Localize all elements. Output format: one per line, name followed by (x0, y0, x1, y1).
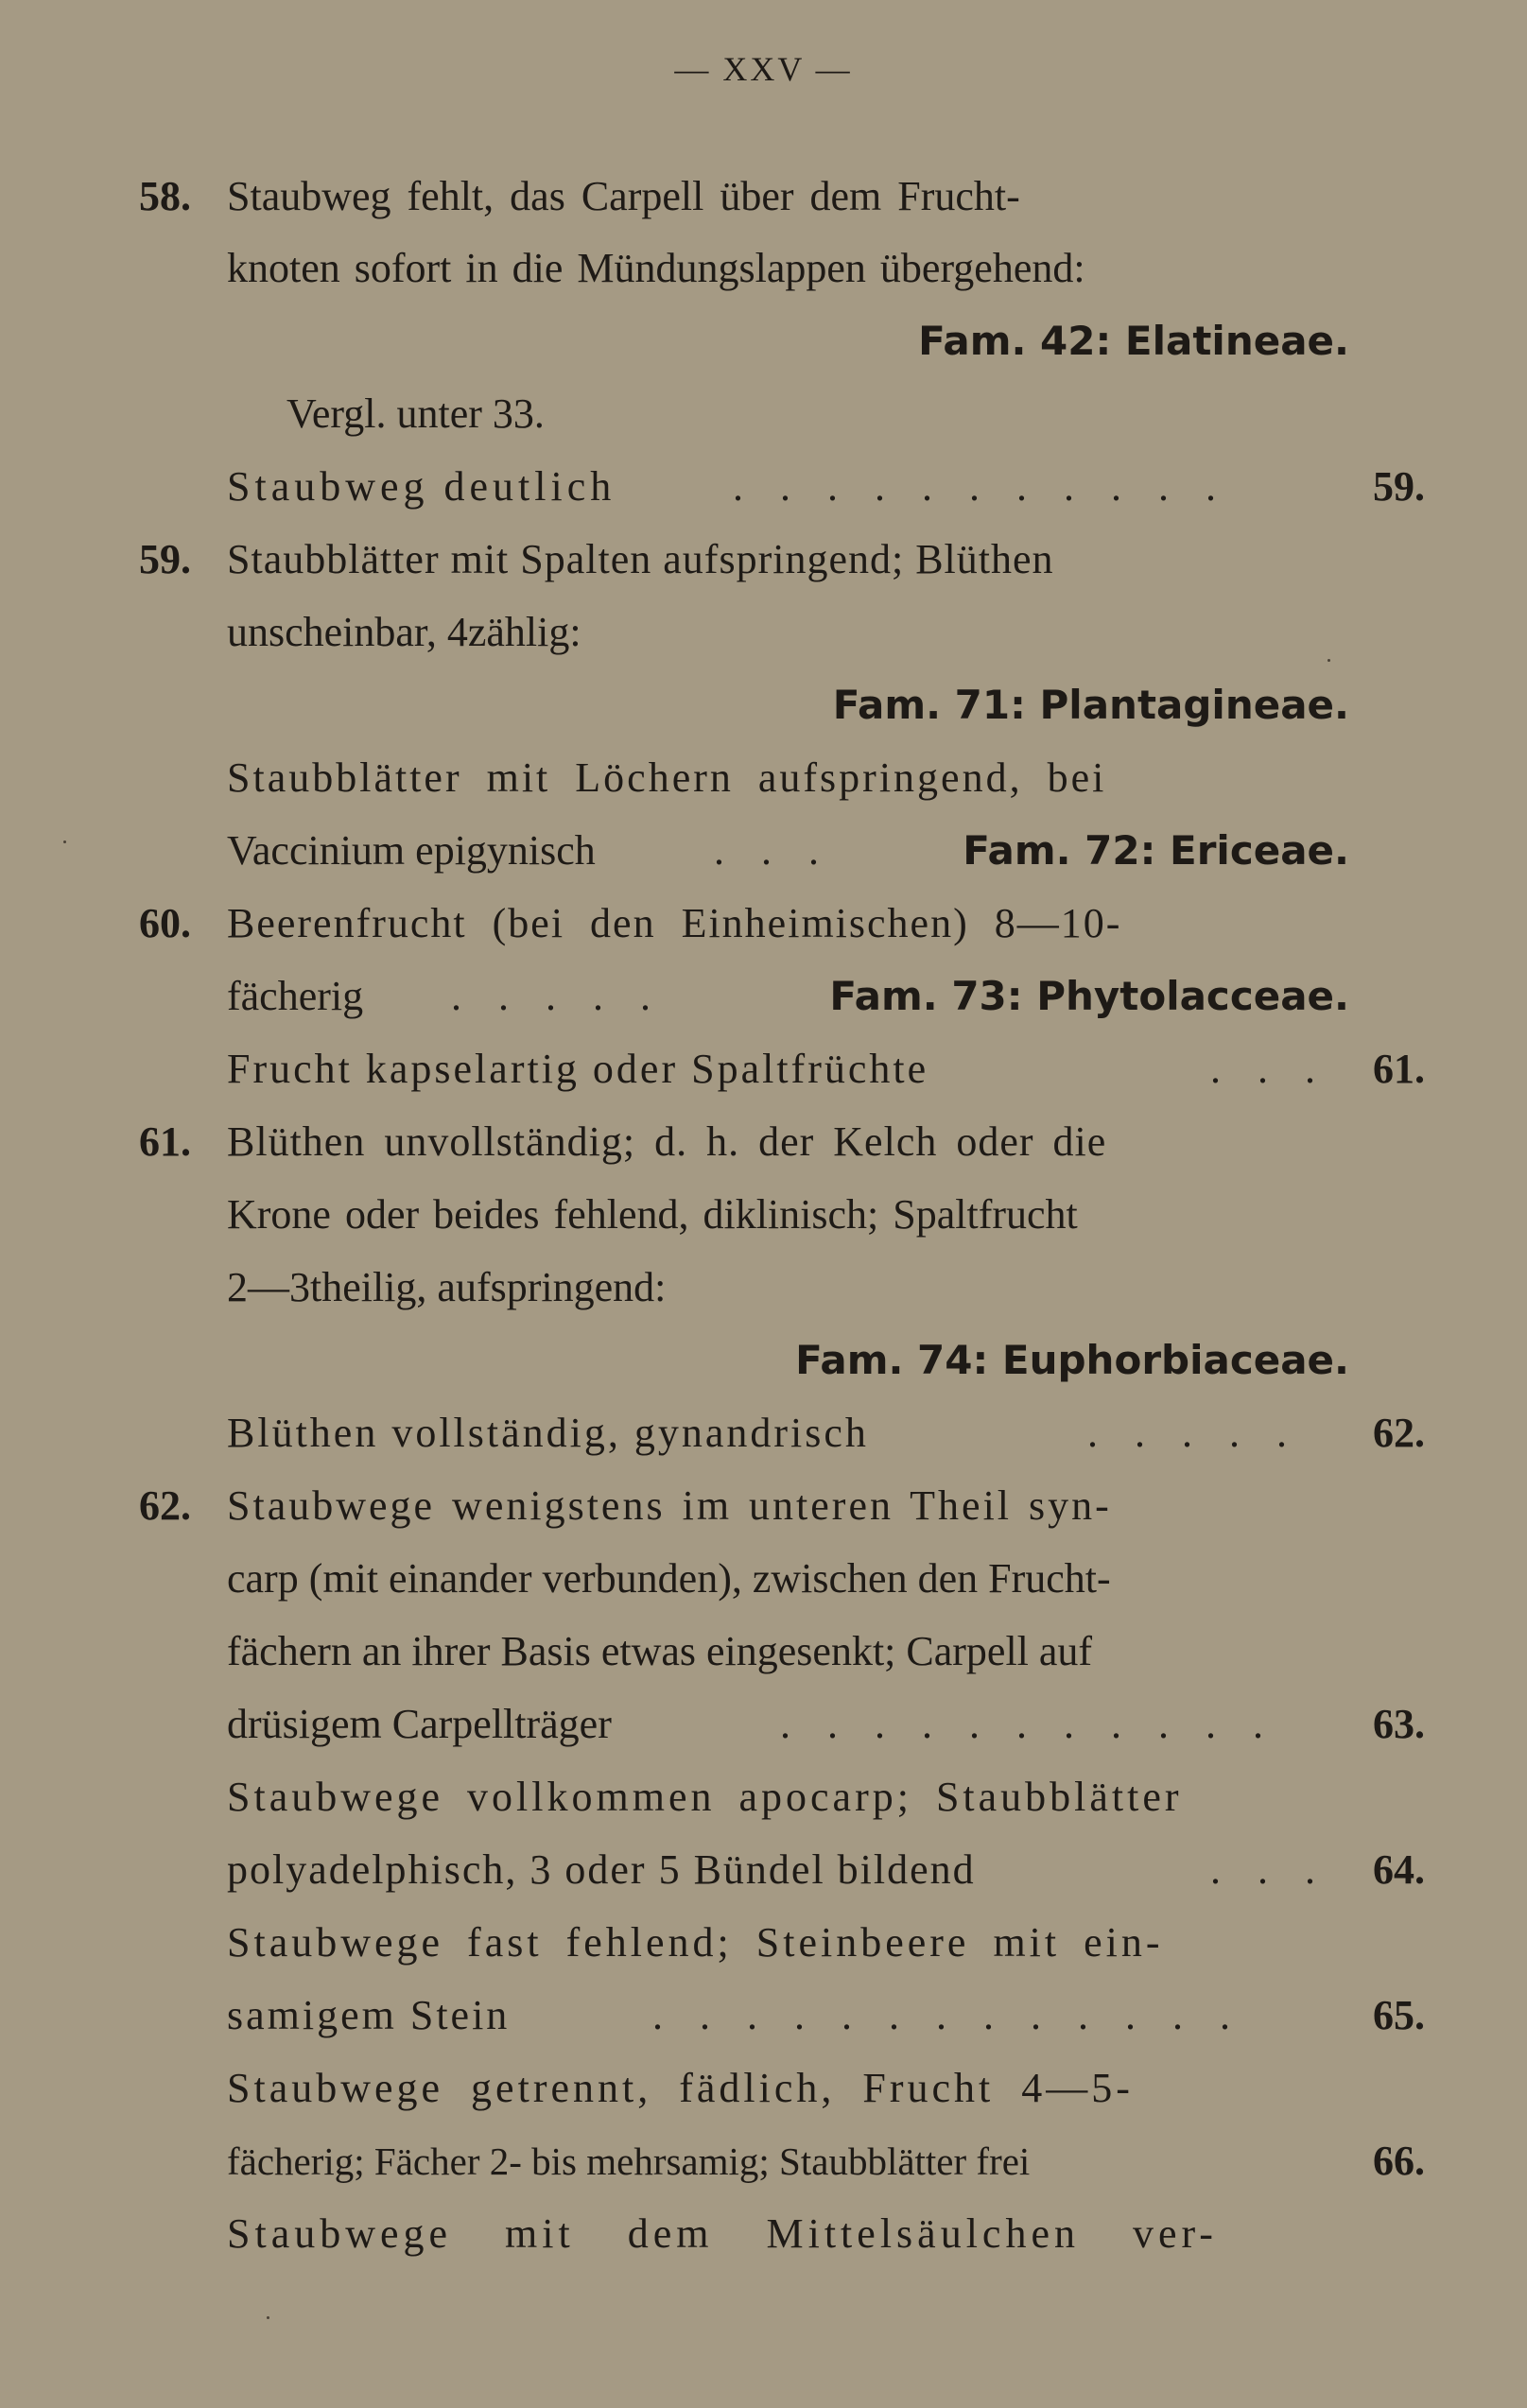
text-line (0, 677, 1527, 734)
text-line (0, 168, 1527, 225)
line-text: polyadelphisch, 3 oder 5 Bündel bildend (227, 1846, 976, 1893)
text-line (0, 1623, 1527, 1680)
line-text: Vergl. unter 33. (286, 390, 545, 437)
line-text: 2—3theilig, aufspringend: (227, 1264, 667, 1310)
reference-number: 64. (1373, 1846, 1425, 1893)
entry-number: 62. (139, 1482, 191, 1529)
reference-number: 62. (1373, 1410, 1425, 1456)
paper-speck (1327, 659, 1330, 662)
line-text: Vaccinium epigynisch (227, 827, 596, 874)
line-text: carp (mit einander verbunden), zwischen den Frucht- (227, 1555, 1111, 1602)
line-text: Staubwege wenigstens im unteren Theil syn- (227, 1482, 1112, 1529)
text-line (0, 604, 1527, 661)
text-line (0, 1696, 1527, 1753)
text-line (0, 386, 1527, 442)
text-line (0, 240, 1527, 297)
leader-dots: . . . . . (451, 973, 664, 1019)
text-line (0, 1332, 1527, 1389)
text-line (0, 531, 1527, 588)
line-text: samigem Stein (227, 1992, 511, 2038)
text-line (0, 750, 1527, 806)
line-text: knoten sofort in die Mündungslappen übergehend: (227, 245, 1085, 291)
line-text: fächerig (227, 973, 364, 1019)
reference-number: 59. (1373, 463, 1425, 510)
leader-dots: . . . (1210, 1846, 1328, 1893)
text-line (0, 1769, 1527, 1826)
line-text: Staubwege mit dem Mittelsäulchen ver- (227, 2210, 1218, 2257)
family-heading: Fam. 74: Euphorbiaceae. (795, 1337, 1349, 1383)
leader-dots: . . . . . (1087, 1410, 1300, 1456)
line-text: Frucht kapselartig oder Spaltfrüchte (227, 1046, 929, 1092)
text-line (0, 895, 1527, 952)
text-line (0, 1405, 1527, 1462)
reference-number: 63. (1373, 1701, 1425, 1747)
leader-dots: . . . (714, 827, 832, 874)
line-text: Staubwege vollkommen apocarp; Staubblätter (227, 1774, 1183, 1820)
entry-number: 59. (139, 536, 191, 582)
text-line (0, 1041, 1527, 1098)
line-text: drüsigem Carpellträger (227, 1701, 612, 1747)
reference-number: 65. (1373, 1992, 1425, 2038)
paper-speck (63, 840, 66, 843)
line-text: Blüthen unvollständig; d. h. der Kelch oder die (227, 1118, 1107, 1165)
family-heading: Fam. 42: Elatineae. (918, 318, 1349, 364)
family-heading: Fam. 72: Ericeae. (963, 827, 1349, 874)
line-text: Staubblätter mit Spalten aufspringend; Blüthen (227, 536, 1054, 582)
line-text: Krone oder beides fehlend, diklinisch; Spaltfrucht (227, 1191, 1078, 1238)
text-line (0, 459, 1527, 515)
reference-number: 66. (1373, 2138, 1425, 2184)
text-line (0, 1914, 1527, 1971)
reference-number: 61. (1373, 1046, 1425, 1092)
leader-dots: . . . . . . . . . . . (780, 1701, 1276, 1747)
page-header: — XXV — (674, 50, 853, 88)
text-line (0, 1550, 1527, 1607)
line-text: Staubwege getrennt, fädlich, Frucht 4—5- (227, 2065, 1134, 2111)
leader-dots: . . . . . . . . . . . . . (652, 1992, 1243, 2038)
text-line (0, 1842, 1527, 1898)
leader-dots: . . . (1210, 1046, 1328, 1092)
line-text: unscheinbar, 4zählig: (227, 609, 581, 655)
line-text: Staubweg fehlt, das Carpell über dem Frucht- (227, 173, 1020, 219)
family-heading: Fam. 71: Plantagineae. (832, 682, 1349, 728)
line-text: Staubweg deutlich (227, 463, 616, 510)
text-line (0, 1478, 1527, 1534)
family-heading: Fam. 73: Phytolacceae. (829, 973, 1349, 1019)
text-line (0, 823, 1527, 879)
line-text: fächern an ihrer Basis etwas eingesenkt; Carpell auf (227, 1628, 1093, 1674)
text-line (0, 2206, 1527, 2262)
text-line (0, 2133, 1527, 2190)
leader-dots: . . . . . . . . . . . (733, 463, 1229, 510)
text-line (0, 313, 1527, 370)
line-text: fächerig; Fächer 2- bis mehrsamig; Staubblätter frei (227, 2139, 1031, 2183)
line-text: Blüthen vollständig, gynandrisch (227, 1410, 869, 1456)
entry-number: 58. (139, 173, 191, 219)
line-text: Staubblätter mit Löchern aufspringend, bei (227, 754, 1107, 801)
text-line (0, 1987, 1527, 2044)
text-line (0, 968, 1527, 1025)
paper-speck (267, 2316, 269, 2319)
entry-number: 60. (139, 900, 191, 946)
line-text: Staubwege fast fehlend; Steinbeere mit ein- (227, 1919, 1164, 1966)
text-line (0, 1259, 1527, 1316)
text-line (0, 2060, 1527, 2117)
line-text: Beerenfrucht (bei den Einheimischen) 8—10- (227, 900, 1122, 946)
text-line (0, 1187, 1527, 1243)
text-line (0, 1114, 1527, 1170)
entry-number: 61. (139, 1118, 191, 1165)
